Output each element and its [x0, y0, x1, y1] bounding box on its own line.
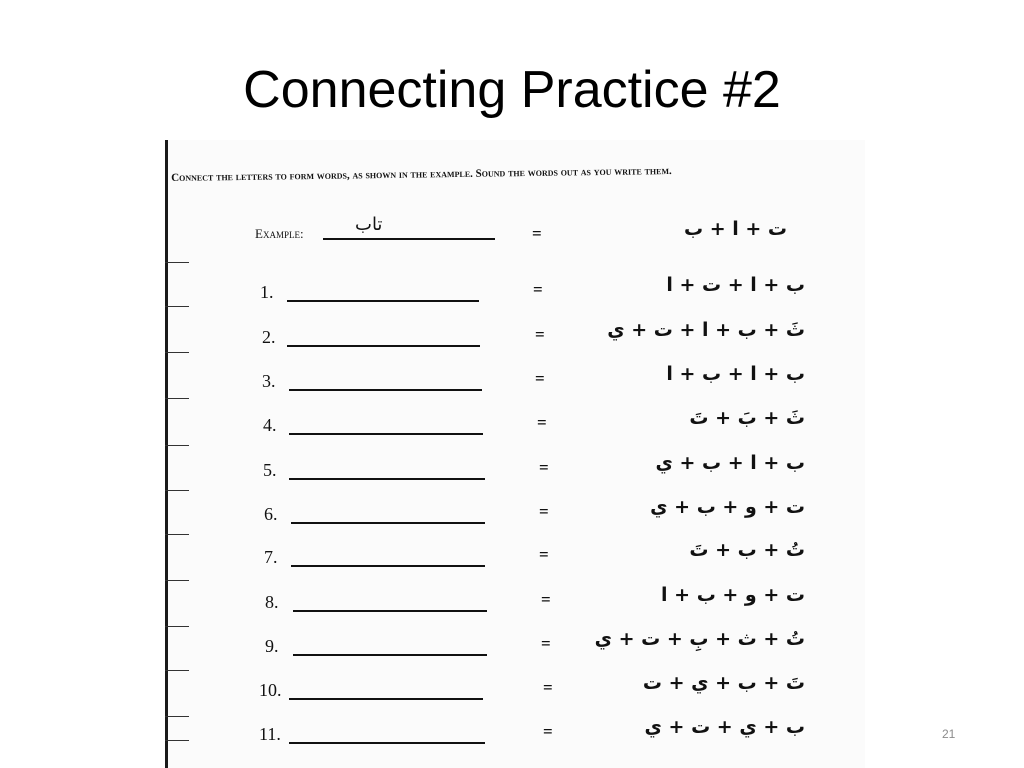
exercise-number: 2.: [262, 327, 276, 347]
arabic-letters: ثَ + ب + ا + ت + ي: [607, 319, 805, 341]
arabic-letters: ت + و + ب + ي: [650, 496, 805, 518]
arabic-letters: ب + ي + ت + ي: [644, 716, 805, 738]
equals-sign: =: [535, 369, 545, 388]
exercise-row: [165, 628, 865, 674]
exercise-row: [165, 539, 865, 585]
answer-line[interactable]: [289, 389, 482, 391]
equals-sign: =: [541, 590, 551, 609]
exercise-row: [165, 407, 865, 453]
page-number: 21: [942, 727, 956, 741]
exercise-number: 3.: [262, 371, 276, 391]
exercise-row: [165, 274, 865, 320]
arabic-letters: ثَ + بَ + تَ: [689, 407, 805, 429]
exercise-row: [165, 363, 865, 409]
equals-sign: =: [539, 502, 549, 521]
exercise-number: 4.: [263, 415, 277, 435]
worksheet-instructions: Connect the letters to form words, as shown in the example. Sound the words out as you write them.: [171, 165, 672, 184]
answer-line[interactable]: [289, 698, 483, 700]
equals-sign: =: [537, 413, 547, 432]
exercise-number: 11.: [259, 724, 281, 744]
exercise-number: 9.: [265, 636, 279, 656]
example-letters: ت + ا + ب: [684, 218, 787, 240]
exercise-row: [165, 496, 865, 542]
answer-line[interactable]: [291, 565, 485, 567]
exercise-number: 5.: [263, 460, 277, 480]
arabic-letters: تُ + ب + تَ: [689, 539, 805, 561]
example-equals: =: [532, 224, 542, 243]
answer-line[interactable]: [291, 522, 485, 524]
exercise-row: [165, 319, 865, 365]
example-row: [165, 214, 865, 264]
slide-title: Connecting Practice #2: [243, 61, 781, 119]
exercise-number: 8.: [265, 592, 279, 612]
answer-line[interactable]: [287, 300, 479, 302]
equals-sign: =: [539, 458, 549, 477]
equals-sign: =: [541, 634, 551, 653]
exercise-row: [165, 584, 865, 630]
answer-line[interactable]: [293, 654, 487, 656]
answer-line[interactable]: [293, 610, 487, 612]
equals-sign: =: [543, 678, 553, 697]
arabic-letters: تَ + ب + ي + ت: [642, 672, 805, 694]
example-answer-line: [323, 238, 495, 240]
answer-line[interactable]: [289, 478, 485, 480]
exercise-number: 6.: [264, 504, 278, 524]
worksheet-scan: [165, 140, 865, 768]
exercise-row: [165, 672, 865, 718]
example-label: Example:: [255, 226, 304, 241]
arabic-letters: ب + ا + ب + ي: [655, 452, 805, 474]
exercise-row: [165, 452, 865, 498]
exercise-number: 7.: [264, 547, 278, 567]
exercise-row: [165, 716, 865, 762]
exercise-number: 1.: [260, 282, 274, 302]
example-answer: تاب: [355, 214, 383, 235]
arabic-letters: تُ + ث + بِ + ت + ي: [594, 628, 805, 650]
answer-line[interactable]: [287, 345, 480, 347]
answer-line[interactable]: [289, 742, 485, 744]
exercise-number: 10.: [259, 680, 282, 700]
equals-sign: =: [535, 325, 545, 344]
arabic-letters: ب + ا + ب + ا: [666, 363, 805, 385]
equals-sign: =: [543, 722, 553, 741]
equals-sign: =: [539, 545, 549, 564]
arabic-letters: ت + و + ب + ا: [661, 584, 805, 606]
equals-sign: =: [533, 280, 543, 299]
arabic-letters: ب + ا + ت + ا: [666, 274, 805, 296]
answer-line[interactable]: [289, 433, 483, 435]
